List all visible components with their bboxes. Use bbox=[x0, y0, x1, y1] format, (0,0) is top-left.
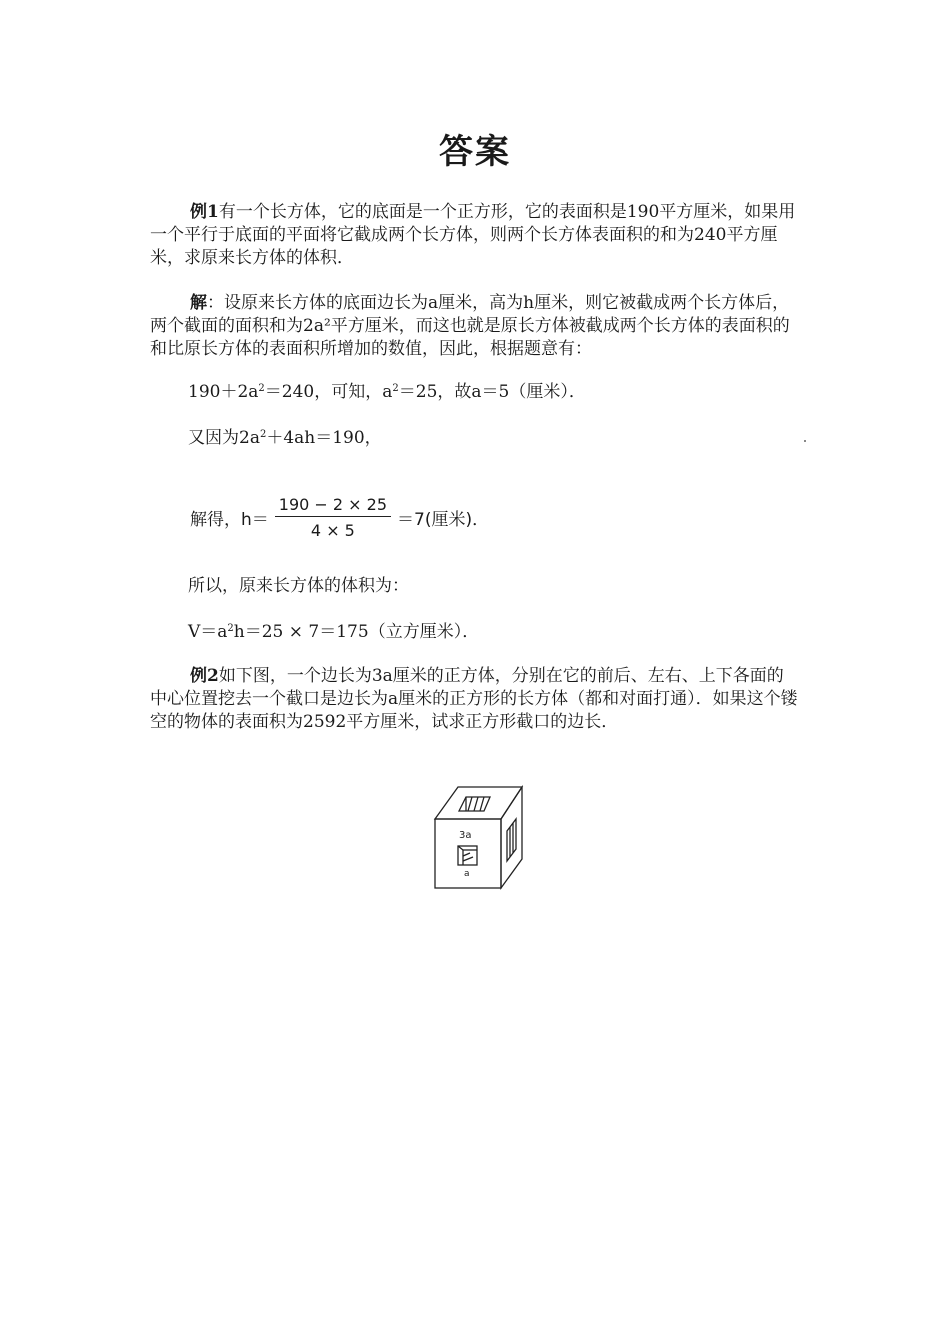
equation-3-suffix: ＝7(厘米)． bbox=[397, 510, 490, 530]
figure-label-a: a bbox=[464, 869, 470, 879]
solution-1-text: ：设原来长方体的底面边长为a厘米，高为h厘米，则它被截成两个长方体后，两个截面的面积和为2a²平方厘米，而这也就是原长方体被截成两个长方体的表面积的和比原长方体的表面积所增加的数值，因此，根据题意有： bbox=[150, 293, 790, 359]
equation-4: 所以，原来长方体的体积为： bbox=[188, 576, 409, 596]
fraction-denominator: 4 × 5 bbox=[310, 521, 355, 540]
solution-1-label: 解 bbox=[190, 293, 207, 313]
solution-1-paragraph bbox=[150, 292, 800, 361]
hollow-cube-figure bbox=[430, 783, 530, 893]
example-2-paragraph bbox=[150, 665, 800, 734]
right-hole bbox=[507, 819, 516, 861]
fraction-numerator: 190 − 2 × 25 bbox=[275, 495, 391, 517]
example-2-text: 如下图，一个边长为3a厘米的正方体，分别在它的前后、左右、上下各面的中心位置挖去一个截口是边长为a厘米的正方形的长方体（都和对面打通）．如果这个镂空的物体的表面积为2592平方厘米，试求正方形截口的边长． bbox=[150, 666, 798, 732]
equation-2: 又因为$2a^2+4ah=190$， bbox=[188, 428, 382, 448]
figure-label-3a: 3a bbox=[459, 830, 472, 841]
equation-1: $190+2a^2=240$，可知，$a^2=25$，故a＝5（厘米）． bbox=[188, 382, 586, 402]
scan-dot bbox=[804, 440, 806, 442]
cube-top-face bbox=[435, 787, 522, 819]
equation-5: $V=a^2h=25 \times 7=175$（立方厘米）． bbox=[188, 622, 480, 642]
example-2-label: 例2 bbox=[190, 666, 219, 686]
fraction bbox=[275, 495, 391, 540]
cube-right-face bbox=[501, 787, 522, 888]
example-1-label: 例1 bbox=[190, 202, 219, 222]
page-title: 答案 bbox=[439, 132, 511, 172]
equation-3 bbox=[190, 495, 489, 540]
example-1-text: 有一个长方体，它的底面是一个正方形，它的表面积是190平方厘米，如果用一个平行于底面的平面将它截成两个长方体，则两个长方体表面积的和为240平方厘米，求原来长方体的体积． bbox=[150, 202, 796, 268]
example-1-paragraph bbox=[150, 201, 800, 270]
equation-3-prefix: 解得，h＝ bbox=[190, 510, 269, 530]
